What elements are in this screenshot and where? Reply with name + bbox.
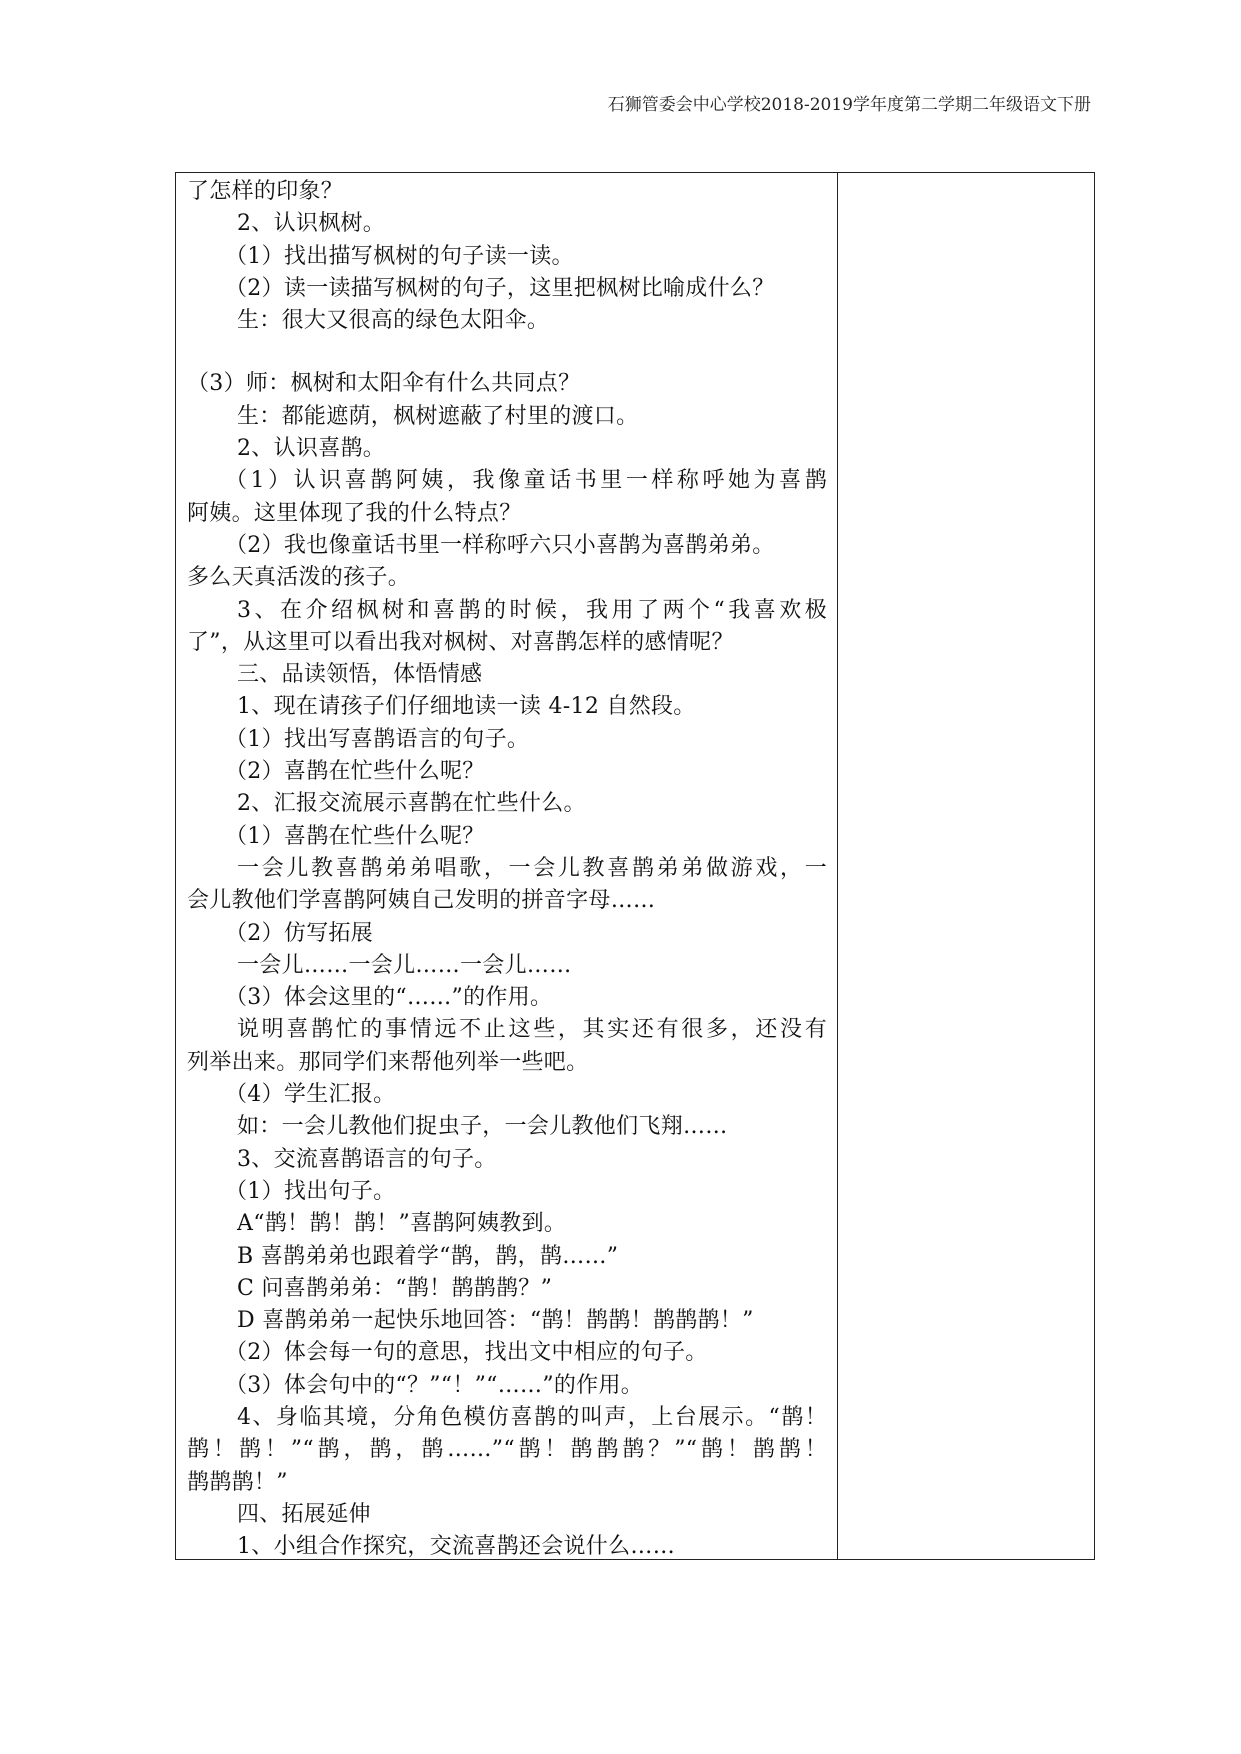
text-line: 生：都能遮荫，枫树遮蔽了村里的渡口。	[237, 403, 639, 429]
text-line: 了”，从这里可以看出我对枫树、对喜鹊怎样的感情呢？	[187, 629, 734, 655]
text-line: 4、身临其境，分角色模仿喜鹊的叫声，上台展示。“鹊！	[237, 1404, 827, 1430]
text-line: 鹊！鹊！”“鹊，鹊，鹊……”“鹊！鹊鹊鹊？”“鹊！鹊鹊！	[187, 1437, 827, 1463]
text-line: （2）体会每一句的意思，找出文中相应的句子。	[225, 1340, 708, 1366]
text-line: 2、认识喜鹊。	[237, 436, 386, 462]
text-line: （3）体会这里的“……”的作用。	[225, 985, 553, 1011]
text-line: 如：一会儿教他们捉虫子，一会儿教他们飞翔……	[237, 1114, 728, 1140]
text-line: 一会儿……一会儿……一会儿……	[237, 952, 572, 978]
text-line: （1）找出句子。	[225, 1178, 396, 1204]
text-line: 列举出来。那同学们来帮他列举一些吧。	[187, 1049, 589, 1075]
notes-cell	[838, 173, 1094, 1559]
text-line: （2）喜鹊在忙些什么呢？	[225, 759, 485, 785]
text-line: 一会儿教喜鹊弟弟唱歌，一会儿教喜鹊弟弟做游戏，一	[237, 855, 827, 881]
text-line: （2）我也像童话书里一样称呼六只小喜鹊为喜鹊弟弟。	[225, 532, 775, 558]
text-line: D 喜鹊弟弟一起快乐地回答：“鹊！鹊鹊！鹊鹊鹊！”	[237, 1308, 754, 1334]
text-line: 多么天真活泼的孩子。	[187, 565, 411, 591]
text-line: 生：很大又很高的绿色太阳伞。	[237, 308, 550, 334]
text-line: （4）学生汇报。	[225, 1082, 396, 1108]
text-line: 阿姨。这里体现了我的什么特点？	[187, 500, 522, 526]
page-header: 石狮管委会中心学校2018-2019学年度第二学期二年级语文下册	[607, 95, 1091, 115]
text-line: （2）仿写拓展	[225, 920, 374, 946]
text-line: 2、汇报交流展示喜鹊在忙些什么。	[237, 791, 586, 817]
text-line: A“鹊！鹊！鹊！”喜鹊阿姨教到。	[237, 1211, 567, 1237]
text-line: 1、小组合作探究，交流喜鹊还会说什么……	[237, 1534, 675, 1559]
text-line: B 喜鹊弟弟也跟着学“鹊，鹊，鹊……”	[237, 1243, 619, 1269]
text-line: 鹊鹊鹊！”	[187, 1469, 288, 1495]
text-line: 1、现在请孩子们仔细地读一读 4-12 自然段。	[237, 694, 696, 720]
text-line: （1）认识喜鹊阿姨，我像童话书里一样称呼她为喜鹊	[225, 468, 827, 494]
text-line: （1）喜鹊在忙些什么呢？	[225, 823, 485, 849]
blank-line	[187, 337, 827, 368]
text-line: （1）找出描写枫树的句子读一读。	[225, 243, 574, 269]
text-line: 3、在介绍枫树和喜鹊的时候，我用了两个“我喜欢极	[237, 597, 827, 623]
text-line: 会儿教他们学喜鹊阿姨自己发明的拼音字母……	[187, 888, 656, 914]
text-line: （3）体会句中的“？”“！”“……”的作用。	[225, 1372, 644, 1398]
text-line: （2）读一读描写枫树的句子，这里把枫树比喻成什么？	[225, 275, 775, 301]
lesson-content-cell	[176, 173, 838, 1559]
text-line: 2、认识枫树。	[237, 211, 386, 237]
section-heading: 四、拓展延伸	[237, 1501, 371, 1527]
text-line: 3、交流喜鹊语言的句子。	[237, 1146, 497, 1172]
section-heading: 三、品读领悟，体悟情感	[237, 662, 483, 688]
lesson-plan-table	[175, 172, 1095, 1560]
text-line: 说明喜鹊忙的事情远不止这些，其实还有很多，还没有	[237, 1017, 827, 1043]
text-line: C 问喜鹊弟弟：“鹊！鹊鹊鹊？”	[237, 1275, 553, 1301]
text-line: （3）师：枫树和太阳伞有什么共同点？	[187, 371, 581, 397]
text-line: 了怎样的印象？	[187, 179, 344, 204]
text-line: （1）找出写喜鹊语言的句子。	[225, 726, 530, 752]
